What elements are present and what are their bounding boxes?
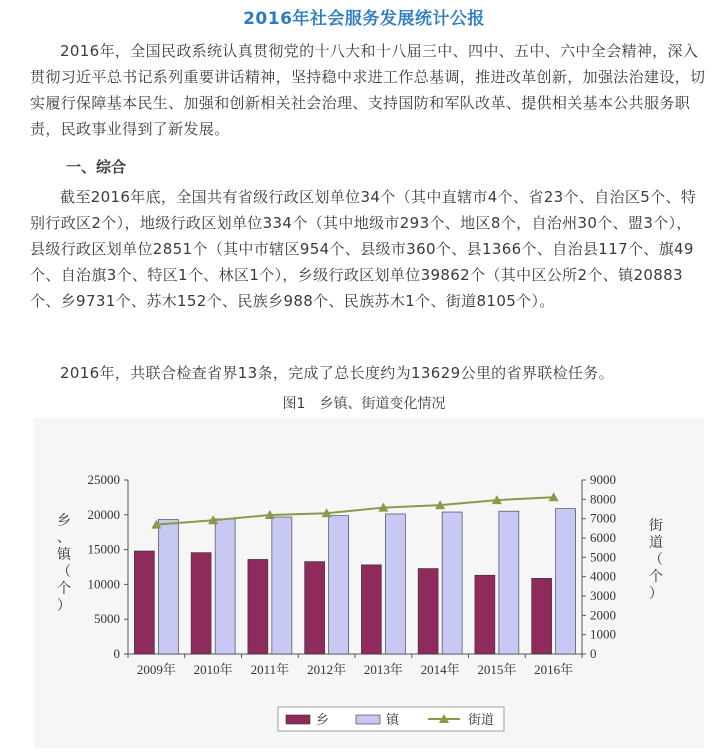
y-left-tick-label: 5000 xyxy=(94,611,120,627)
bar-xiang xyxy=(418,569,438,654)
y-right-tick-label: 9000 xyxy=(590,472,616,487)
y-right-tick-label: 2000 xyxy=(590,607,616,623)
y-right-tick-label: 5000 xyxy=(590,549,616,565)
bar-zhen xyxy=(556,509,576,654)
y-right-tick-label: 0 xyxy=(590,646,597,661)
bar-xiang xyxy=(305,562,325,654)
x-tick-label: 2012年 xyxy=(307,662,347,677)
y-right-tick-label: 1000 xyxy=(590,626,616,642)
y-left-axis-title: 乡 xyxy=(57,513,71,529)
y-left-axis-title: 镇 xyxy=(57,547,71,563)
section-heading: 一、综合 xyxy=(66,158,127,176)
bar-zhen xyxy=(272,517,292,654)
bar-zhen xyxy=(385,514,405,654)
bar-zhen xyxy=(329,516,349,654)
bar-xiang xyxy=(532,578,552,654)
x-tick-label: 2014年 xyxy=(420,662,460,677)
bar-xiang xyxy=(475,575,495,654)
y-right-axis-title: 街 xyxy=(649,518,663,534)
y-left-tick-label: 20000 xyxy=(87,506,120,522)
y-right-axis-title: （ xyxy=(649,552,663,568)
section-paragraph-divisions: 截至2016年底，全国共有省级行政区划单位34个（其中直辖市4个、省23个、自治区5个、特别行政区2个），地级行政区划单位334个（其中地级市293个、地区8个，自治州30个、盟3个），县级行政区划单位2851个（其中市辖区954个、县级市360个、县1366个、自治县117个、旗49个、自治旗3个、特区1个、林区1个），乡级行政区划单位39862个（其中区公所2个、镇20883个、乡9731个、苏木152个、民族乡988个、民族苏木1个、街道8105个）。 xyxy=(30,188,697,310)
x-tick-label: 2011年 xyxy=(250,662,290,677)
y-right-tick-label: 3000 xyxy=(590,588,616,603)
figure-caption: 图1 乡镇、街道变化情况 xyxy=(282,396,446,412)
y-right-axis-title: ） xyxy=(649,586,663,602)
bar-zhen xyxy=(442,512,462,654)
y-right-tick-label: 6000 xyxy=(590,530,616,545)
intro-paragraph: 2016年，全国民政系统认真贯彻党的十八大和十八届三中、四中、五中、六中全会精神，深入贯彻习近平总书记系列重要讲话精神，坚持稳中求进工作总基调，推进改革创新，加强法治建设，切实履行保障基本民生、加强和创新相关社会治理、支持国防和军队改革、提供相关基本公共服务职责，民政事业得到了新发展。 xyxy=(30,42,706,138)
y-left-tick-label: 10000 xyxy=(87,576,120,592)
bar-xiang xyxy=(134,551,154,654)
y-right-tick-label: 7000 xyxy=(590,510,616,526)
page-title: 2016年社会服务发展统计公报 xyxy=(243,9,485,29)
section-paragraph-border-check: 2016年，共联合检查省界13条，完成了总长度约为13629公里的省界联检任务。 xyxy=(60,364,614,382)
y-right-axis-title: 个 xyxy=(649,569,663,585)
x-tick-label: 2016年 xyxy=(534,662,574,677)
legend-label: 街道 xyxy=(468,713,495,728)
bar-zhen xyxy=(215,519,235,654)
x-tick-label: 2009年 xyxy=(136,662,176,677)
legend-swatch xyxy=(356,715,380,724)
legend-swatch xyxy=(286,715,310,724)
bar-xiang xyxy=(191,553,211,654)
y-left-axis-title: ） xyxy=(57,598,71,614)
y-left-tick-label: 0 xyxy=(113,646,120,661)
chart-container xyxy=(34,418,704,748)
bar-line-chart xyxy=(34,418,704,748)
x-tick-label: 2010年 xyxy=(193,662,233,677)
bar-zhen xyxy=(158,520,178,654)
bar-zhen xyxy=(499,511,519,654)
bar-xiang xyxy=(361,565,381,654)
x-tick-label: 2015年 xyxy=(477,662,517,677)
y-right-axis-title: 道 xyxy=(649,535,663,551)
bar-xiang xyxy=(248,559,268,654)
y-left-axis-title: （ xyxy=(57,564,71,580)
y-left-axis-title: 个 xyxy=(57,581,71,597)
y-right-tick-label: 4000 xyxy=(590,568,616,584)
y-left-tick-label: 15000 xyxy=(87,541,120,557)
y-right-tick-label: 8000 xyxy=(590,491,616,507)
legend-label: 乡 xyxy=(316,713,330,728)
y-left-axis-title: 、 xyxy=(57,530,71,546)
x-tick-label: 2013年 xyxy=(363,662,403,677)
y-left-tick-label: 25000 xyxy=(87,472,120,487)
legend-label: 镇 xyxy=(386,713,400,728)
